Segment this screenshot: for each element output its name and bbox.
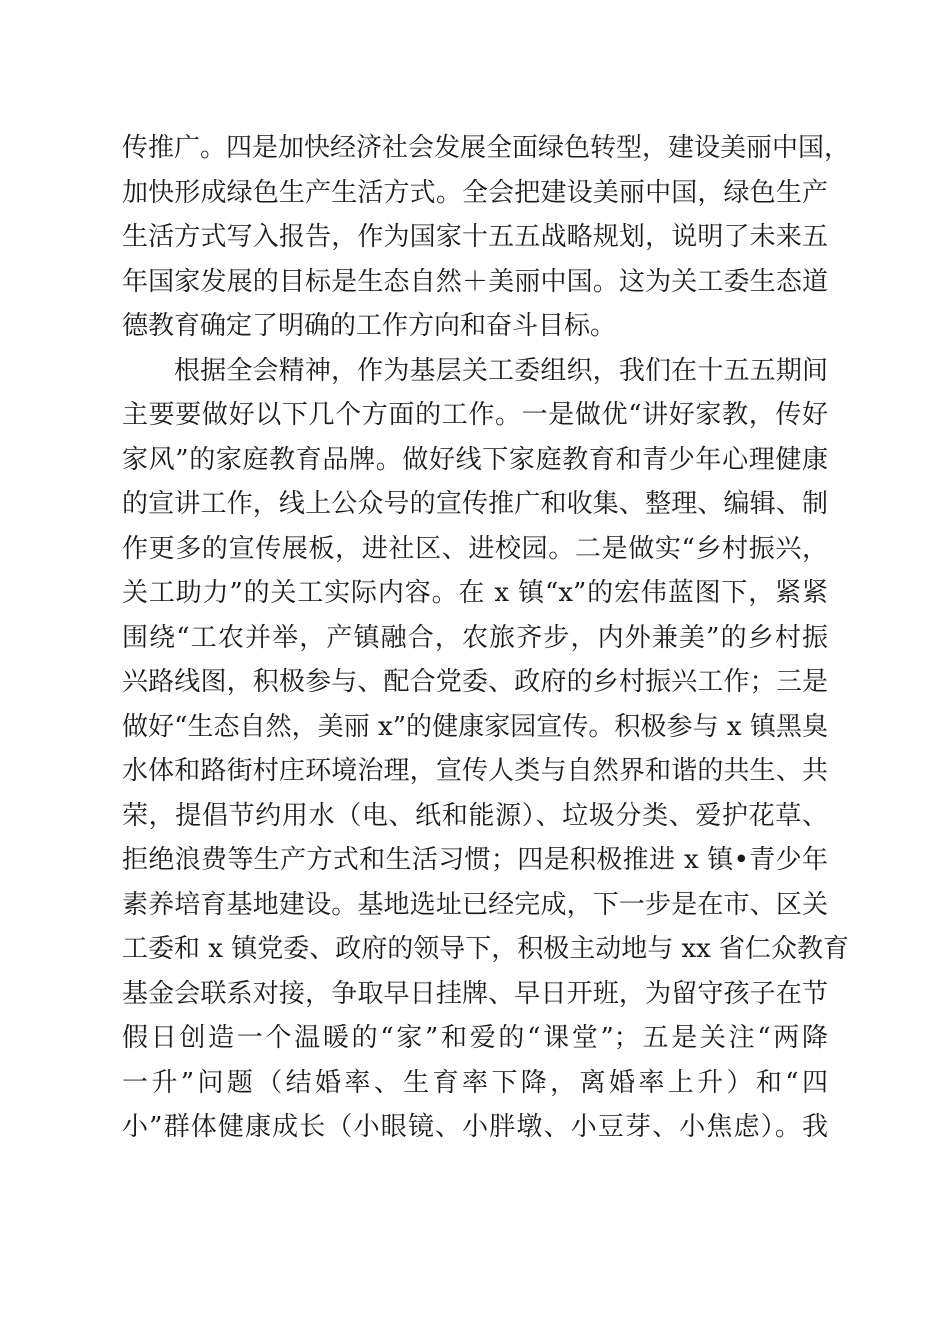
text-line: 水体和路街村庄环境治理，宣传人类与自然界和谐的共生、共	[122, 756, 828, 786]
text-line: 拒绝浪费等生产方式和生活习惯；四是积极推进 x 镇•青少年	[122, 845, 828, 875]
text-line: 根据全会精神，作为基层关工委组织，我们在十五五期间	[174, 355, 828, 386]
text-line: 基金会联系对接，争取早日挂牌、早日开班，为留守孩子在节	[122, 978, 828, 1009]
text-line: 假日创造一个温暖的“家”和爱的“课堂”；五是关注“两降	[122, 1023, 828, 1053]
document-body	[122, 126, 851, 1150]
text-line: 荣，提倡节约用水（电、纸和能源）、垃圾分类、爱护花草、	[122, 800, 828, 831]
text-line: 做好“生态自然，美丽 x”的健康家园宣传。积极参与 x 镇黑臭	[122, 711, 828, 742]
text-line: 围绕“工农并举，产镇融合，农旅齐步，内外兼美”的乡村振	[122, 622, 828, 653]
text-line: 一升”问题（结婚率、生育率下降，离婚率上升）和“四	[122, 1067, 828, 1098]
text-line: 家风”的家庭教育品牌。做好线下家庭教育和青少年心理健康	[122, 444, 828, 475]
text-line: 德教育确定了明确的工作方向和奋斗目标。	[122, 311, 617, 341]
text-line: 作更多的宣传展板，进社区、进校园。二是做实“乡村振兴，	[122, 533, 828, 564]
text-line: 传推广。四是加快经济社会发展全面绿色转型，建设美丽中国，	[122, 133, 851, 163]
text-line: 工委和 x 镇党委、政府的领导下，积极主动地与 xx 省仁众教育	[122, 934, 850, 964]
text-line: 的宣讲工作，线上公众号的宣传推广和收集、整理、编辑、制	[122, 489, 828, 519]
text-line: 小”群体健康成长（小眼镜、小胖墩、小豆芽、小焦虑）。我	[122, 1112, 828, 1142]
text-line: 素养培育基地建设。基地选址已经完成，下一步是在市、区关	[122, 889, 828, 920]
text-line: 年国家发展的目标是生态自然＋美丽中国。这为关工委生态道	[122, 266, 828, 297]
text-line: 兴路线图，积极参与、配合党委、政府的乡村振兴工作；三是	[122, 667, 828, 697]
text-line: 生活方式写入报告，作为国家十五五战略规划，说明了未来五	[122, 222, 828, 252]
text-line: 关工助力”的关工实际内容。在 x 镇“x”的宏伟蓝图下，紧紧	[122, 578, 828, 608]
text-line: 主要要做好以下几个方面的工作。一是做优“讲好家教，传好	[122, 400, 828, 430]
text-line: 加快形成绿色生产生活方式。全会把建设美丽中国，绿色生产	[122, 177, 828, 208]
